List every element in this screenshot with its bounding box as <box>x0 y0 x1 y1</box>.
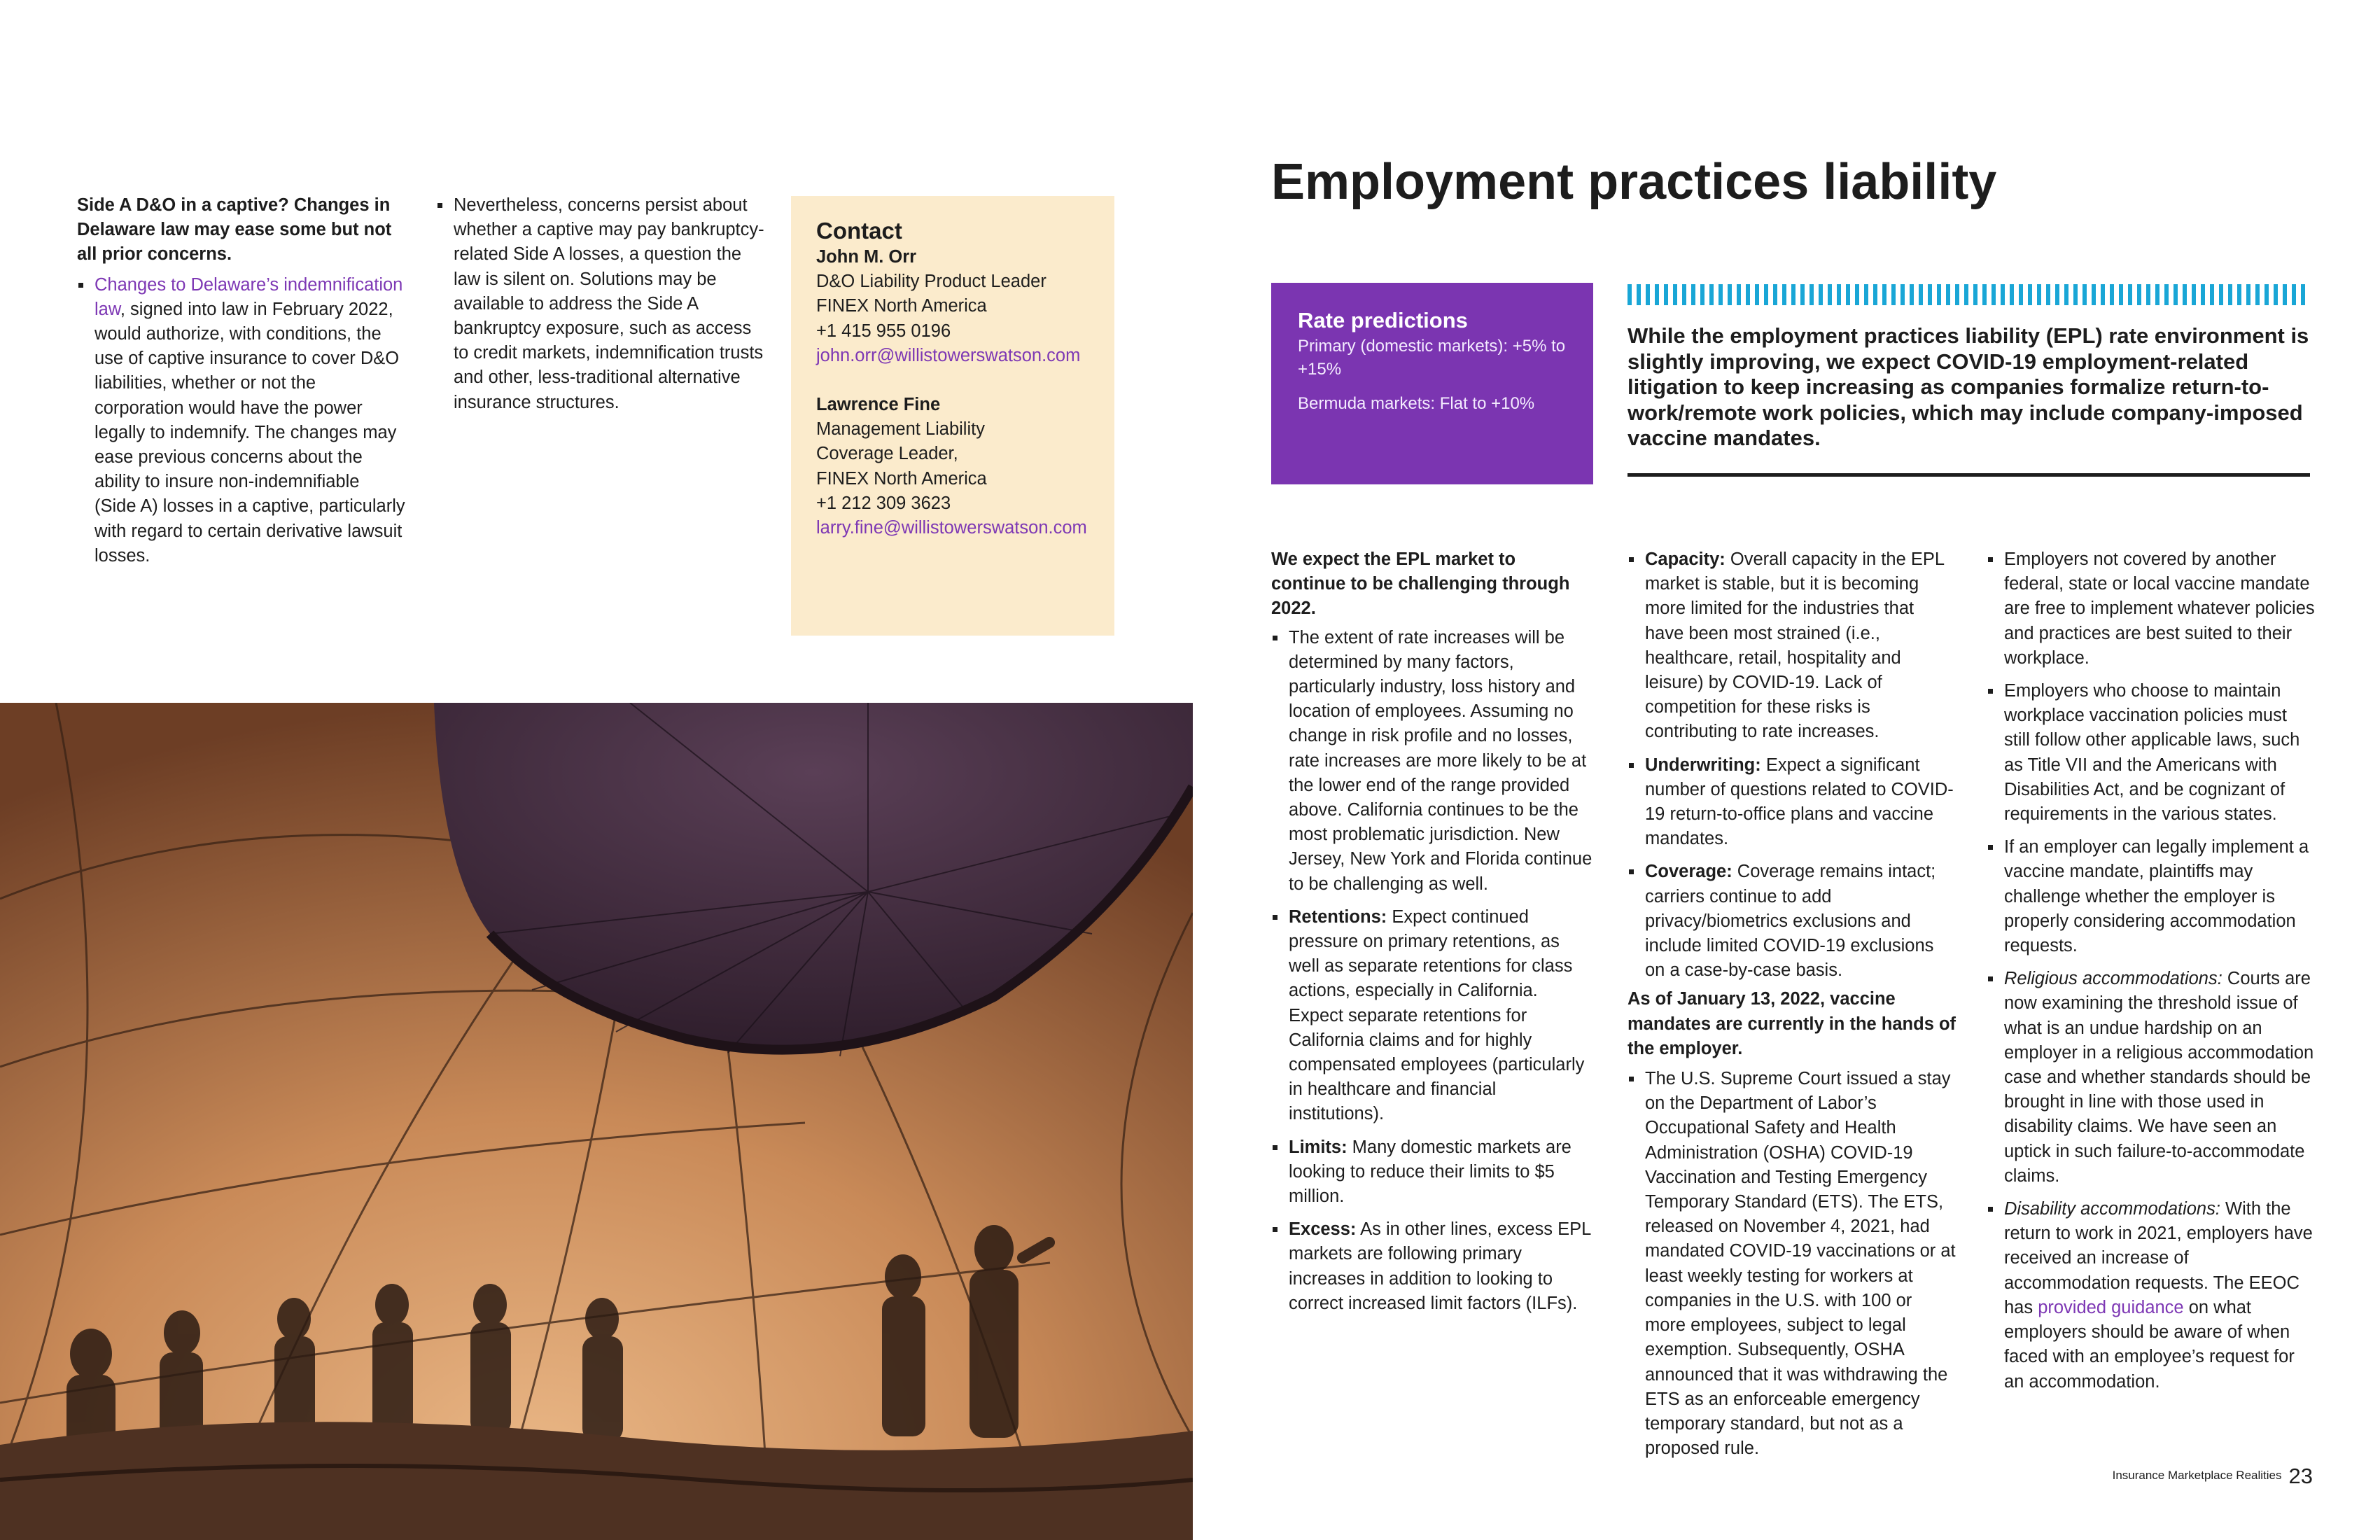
rate-primary: Primary (domestic markets): +5% to +15% <box>1298 337 1566 379</box>
concerns-column <box>436 193 765 415</box>
contact-title: Contact <box>816 218 902 244</box>
intro-summary: While the employment practices liability (EPL) rate environment is slightly improving, we expect COVID-19 employment-related litigation to keep increasing as companies formalize return-to-work/remote work policies, which may include company-imposed vaccine mandates. <box>1628 323 2309 450</box>
list-item <box>1628 860 1956 983</box>
capacity-column <box>1628 547 1956 1461</box>
publication-name: Insurance Marketplace Realities <box>2112 1469 2282 1482</box>
contact-2-name: Lawrence Fine <box>816 395 941 415</box>
delaware-law-link[interactable]: Changes to Delaware’s indemnification law <box>94 274 403 319</box>
list-item <box>1271 1217 1593 1316</box>
employers-list <box>1987 547 2316 1394</box>
limits-label: Limits: <box>1289 1137 1348 1157</box>
excess-label: Excess: <box>1289 1219 1357 1240</box>
employers-column <box>1987 547 2316 1394</box>
balloon-illustration <box>0 703 1193 1540</box>
contact-2-role-2: Coverage Leader, <box>816 444 958 464</box>
list-item: Employers who choose to maintain workplace vaccination policies must still follow other applicable laws, such as Title VII and the Americans with Disabilities Act, and be cognizant of requirements in the various states. <box>1987 679 2316 827</box>
contact-1-name: John M. Orr <box>816 247 917 267</box>
capacity-text: Overall capacity in the EPL market is stable, but it is becoming more limited for the industries that have been most strained (i.e., healthcare, retail, hospitality and leisure) by COVID-19. Lack of competition for these risks is contributing to rate increases. <box>1645 550 1945 742</box>
rate-bermuda: Bermuda markets: Flat to +10% <box>1298 394 1535 413</box>
list-item <box>1628 753 1956 852</box>
list-item: If an employer can legally implement a vaccine mandate, plaintiffs may challenge whether the employer is properly considering accommodation requests. <box>1987 835 2316 958</box>
contact-1-phone: +1 415 955 0196 <box>816 321 951 341</box>
coverage-label: Coverage: <box>1645 862 1732 882</box>
decorative-stripe-bar <box>1628 284 2310 305</box>
supreme-court-list <box>1628 1067 1956 1461</box>
disability-label: Disability accommodations: <box>2004 1199 2220 1219</box>
page-number: 23 <box>2288 1463 2313 1488</box>
underwriting-label: Underwriting: <box>1645 755 1761 775</box>
contact-2-phone: +1 212 309 3623 <box>816 493 951 513</box>
rate-predictions-title: Rate predictions <box>1298 308 1468 332</box>
list-item: Nevertheless, concerns persist about whether a captive may pay bankruptcy-related Side A losses, a question the law is silent on. Solutions may be available to address the Side A bankruptcy exposure, such as access to credit markets, indemnification trusts and other, less-traditional alternative insurance structures. <box>436 193 765 415</box>
list-item <box>77 273 406 568</box>
list-item <box>1628 547 1956 745</box>
disability-text-2: on what employers should be aware of when faced with an employee’s request for an accommodation. <box>2004 1297 2295 1392</box>
list-item <box>1271 905 1593 1127</box>
list-item <box>1271 1135 1593 1210</box>
balloon-photo <box>0 703 1193 1540</box>
side-a-column <box>77 193 406 568</box>
capacity-label: Capacity: <box>1645 550 1726 569</box>
contact-1-org: FINEX North America <box>816 296 987 316</box>
capacity-list <box>1628 547 1956 983</box>
religious-label: Religious accommodations: <box>2004 969 2222 989</box>
list-item <box>1987 967 2316 1189</box>
epl-market-column <box>1271 547 1593 1316</box>
side-a-bullet-text: , signed into law in February 2022, would authorize, with conditions, the use of captive insurance to cover D&O liabilities, whether or not the corporation would have the power legally to indemnify. The changes may ease previous concerns about the ability to insure non-indemnifiable (Side A) losses in a captive, particularly with regard to certain derivative lawsuit losses. <box>94 299 405 566</box>
divider <box>1628 473 2310 477</box>
contact-2-email[interactable]: larry.fine@willistowerswatson.com <box>816 518 1087 538</box>
retentions-label: Retentions: <box>1289 906 1387 927</box>
contact-box <box>791 196 1114 636</box>
coverage-text: Coverage remains intact; carriers continue to add privacy/biometrics exclusions and include limited COVID-19 exclusions on a case-by-case basis. <box>1645 862 1936 981</box>
concerns-list <box>436 193 765 415</box>
epl-market-list <box>1271 626 1593 1316</box>
provided-guidance-link[interactable]: provided guidance <box>2038 1297 2184 1317</box>
contact-1-email[interactable]: john.orr@willistowerswatson.com <box>816 345 1081 365</box>
limits-text: Many domestic markets are looking to reduce their limits to $5 million. <box>1289 1137 1572 1207</box>
list-item: Employers not covered by another federal, state or local vaccine mandate are free to implement whatever policies and practices are best suited to their workplace. <box>1987 547 2316 671</box>
page-footer <box>2113 1465 2313 1487</box>
disability-text-1: With the return to work in 2021, employers have received an increase of accommodation requests. The EEOC has <box>2004 1199 2313 1317</box>
list-item: The U.S. Supreme Court issued a stay on the Department of Labor’s Occupational Safety and Health Administration (OSHA) COVID-19 Vaccination and Testing Emergency Temporary Standard (ETS). The ETS, released on November 4, 2021, had mandated COVID-19 vaccinations or at least weekly testing for workers at companies in the U.S. with 100 or more employees, subject to legal exemption. Subsequently, OSHA announced that it was withdrawing the ETS as an enforceable emergency temporary standard, but not as a proposed rule. <box>1628 1067 1956 1461</box>
page-title: Employment practices liability <box>1271 154 1997 210</box>
excess-text: As in other lines, excess EPL markets are following primary increases in addition to looking to correct increased limit factors (ILFs). <box>1289 1219 1591 1313</box>
vaccine-mandates-heading: As of January 13, 2022, vaccine mandates are currently in the hands of the employer. <box>1628 989 1956 1058</box>
epl-market-heading: We expect the EPL market to continue to be challenging through 2022. <box>1271 550 1570 619</box>
list-item <box>1987 1197 2316 1394</box>
rate-predictions-box <box>1271 283 1593 484</box>
side-a-heading: Side A D&O in a captive? Changes in Delaware law may ease some but not all prior concerns. <box>77 195 392 265</box>
religious-text: Courts are now examining the threshold issue of what is an undue hardship on an employer in a religious accommodation case and whether standards should be brought in line with those used in disability claims. We have seen an uptick in such failure-to-accommodate claims. <box>2004 969 2314 1186</box>
contact-2-role-1: Management Liability <box>816 419 985 440</box>
retentions-text: Expect continued pressure on primary retentions, as well as separate retentions for class actions, especially in California. Expect separate retentions for California claims and for highly compensated employees (particularly in healthcare and financial institutions). <box>1289 906 1585 1124</box>
contact-1-role: D&O Liability Product Leader <box>816 272 1046 292</box>
list-item: The extent of rate increases will be determined by many factors, particularly industry, loss history and location of employees. Assuming no change in risk profile and no losses, rate increases are more likely to be at the lower end of the range provided above. California continues to be the most problematic jurisdiction. New Jersey, New York and Florida continue to be challenging as well. <box>1271 626 1593 897</box>
underwriting-text: Expect a significant number of questions related to COVID-19 return-to-office plans and vaccine mandates. <box>1645 755 1954 849</box>
side-a-list <box>77 273 406 568</box>
contact-2-org: FINEX North America <box>816 468 987 489</box>
